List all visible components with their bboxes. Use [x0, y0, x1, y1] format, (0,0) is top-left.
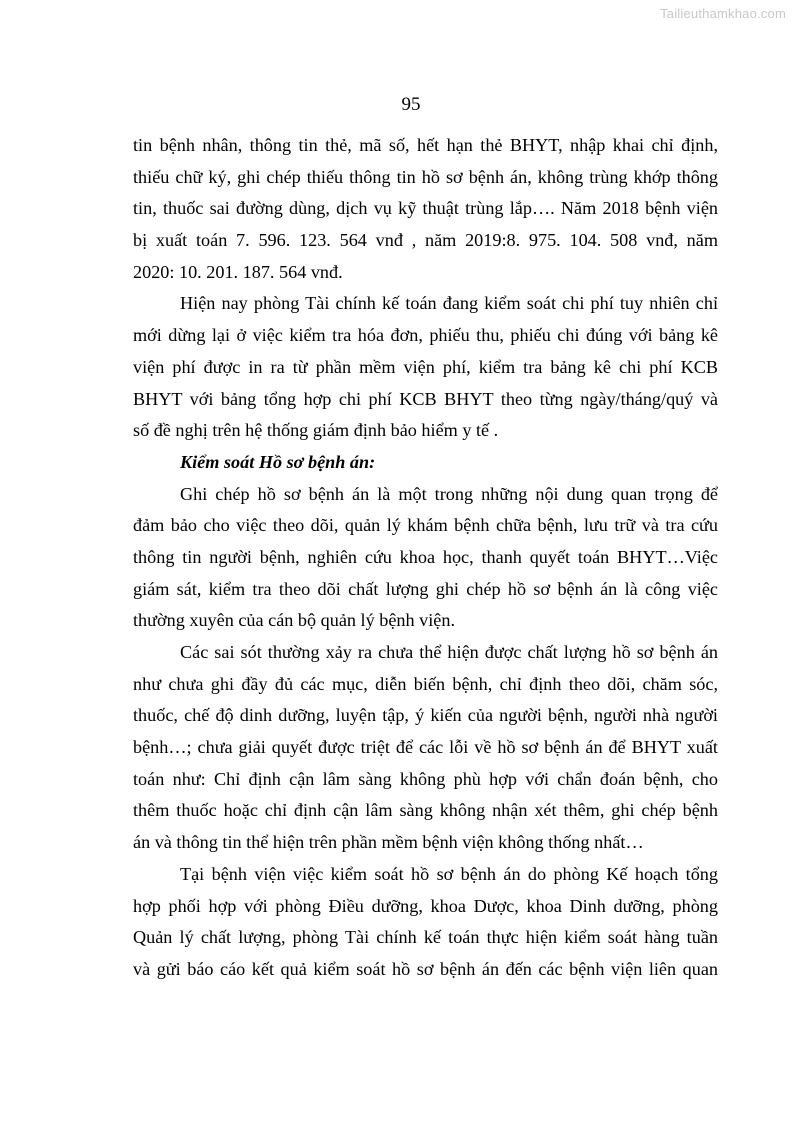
text-line: Các sai sót thường xảy ra chưa thể hiện được chất lượng hồ sơ bệnh án — [180, 642, 718, 662]
text-line: và gửi báo cáo kết quả kiểm soát hồ sơ bệnh án đến các bệnh viện liên quan — [133, 958, 718, 979]
section-heading: Kiểm soát Hồ sơ bệnh án: — [180, 451, 376, 472]
text-line: BHYT với bảng tổng hợp chi phí KCB BHYT theo từng ngày/tháng/quý và — [133, 388, 718, 409]
paragraph-common-errors — [133, 637, 718, 859]
paragraph-continuation — [133, 130, 718, 288]
page-number: 95 — [401, 94, 421, 115]
text-line: bệnh…; chưa giải quyết được triệt để các lỗi về hồ sơ bệnh án để BHYT xuất — [133, 737, 718, 758]
paragraph-cost-control — [133, 288, 718, 446]
text-line: toán như: Chỉ định cận lâm sàng không phù hợp với chẩn đoán bệnh, cho — [133, 768, 718, 789]
text-line: thuốc, chế độ dinh dưỡng, luyện tập, ý kiến của người bệnh, người nhà người — [133, 705, 718, 726]
text-line: thông tin người bệnh, nghiên cứu khoa học, thanh quyết toán BHYT…Việc — [133, 546, 718, 567]
text-line: Hiện nay phòng Tài chính kế toán đang kiểm soát chi phí tuy nhiên chỉ — [180, 293, 718, 314]
text-line: tin bệnh nhân, thông tin thẻ, mã số, hết hạn thẻ BHYT, nhập khai chỉ định, — [133, 135, 718, 155]
text-line: như chưa ghi đầy đủ các mục, diễn biến bệnh, chỉ định theo dõi, chăm sóc, — [133, 673, 718, 694]
text-line: Ghi chép hồ sơ bệnh án là một trong những nội dung quan trọng để — [180, 483, 718, 504]
watermark-text: Tailieuthamkhao.com — [660, 6, 786, 21]
text-line: thêm thuốc hoặc chỉ định cận lâm sàng không nhận xét thêm, ghi chép bệnh — [133, 800, 718, 821]
text-line: 2020: 10. 201. 187. 564 vnđ. — [133, 261, 343, 282]
text-line: giám sát, kiểm tra theo dõi chất lượng ghi chép hồ sơ bệnh án là công việc — [133, 578, 718, 599]
document-body — [133, 130, 718, 986]
text-line: án và thông tin thể hiện trên phần mềm bệnh viện không thống nhất… — [133, 832, 644, 853]
text-line: Tại bệnh viện việc kiểm soát hồ sơ bệnh án do phòng Kế hoạch tổng — [180, 863, 718, 884]
text-line: viện phí được in ra từ phần mềm viện phí, kiểm tra bảng kê chi phí KCB — [133, 356, 718, 377]
text-line: mới dừng lại ở việc kiểm tra hóa đơn, phiếu thu, phiếu chi đúng với bảng kê — [133, 325, 718, 346]
paragraph-control-process — [133, 859, 718, 986]
paragraph-record-keeping — [133, 479, 718, 637]
text-line: hợp phối hợp với phòng Điều dưỡng, khoa Dược, khoa Dinh dưỡng, phòng — [133, 895, 718, 916]
text-line: Quản lý chất lượng, phòng Tài chính kế toán thực hiện kiểm soát hàng tuần — [133, 927, 718, 948]
text-line: số đề nghị trên hệ thống giám định bảo hiểm y tế . — [133, 420, 499, 441]
text-line: bị xuất toán 7. 596. 123. 564 vnđ , năm 2019:8. 975. 104. 508 vnđ, năm — [133, 230, 718, 251]
text-line: thường xuyên của cán bộ quản lý bệnh viện. — [133, 610, 456, 631]
text-line: đảm bảo cho việc theo dõi, quản lý khám bệnh chữa bệnh, lưu trữ và tra cứu — [133, 515, 718, 536]
text-line: thiếu chữ ký, ghi chép thiếu thông tin hồ sơ bệnh án, không trùng khớp thông — [133, 166, 718, 187]
text-line: tin, thuốc sai đường dùng, dịch vụ kỹ thuật trùng lắp…. Năm 2018 bệnh viện — [133, 198, 718, 219]
